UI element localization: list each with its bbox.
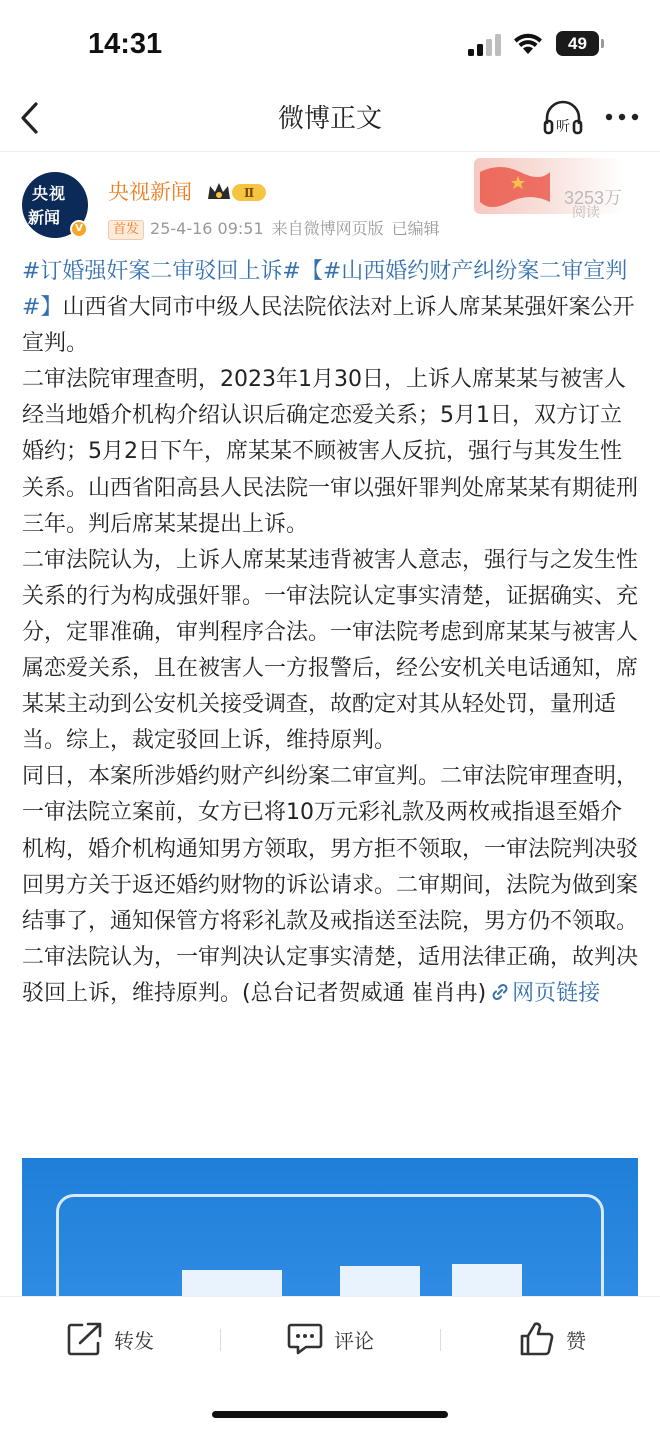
like-button[interactable]: [518, 1319, 586, 1359]
post-source: 来自微博网页版: [271, 219, 384, 238]
comment-button[interactable]: [286, 1319, 374, 1359]
like-label: 赞: [566, 1328, 586, 1353]
image-shape-2: [340, 1266, 420, 1298]
avatar-text-line2: 新闻: [28, 208, 61, 227]
paragraph-1-text: 山西省大同市中级人民法院依法对上诉人席某某强奸案公开宣判。: [22, 295, 635, 357]
repost-button[interactable]: [66, 1319, 154, 1359]
page-title: 微博正文: [277, 104, 382, 134]
web-link[interactable]: [486, 981, 600, 1006]
comment-label: 评论: [334, 1328, 374, 1353]
action-divider: [220, 1329, 221, 1351]
verified-badge-icon: V: [70, 220, 88, 238]
more-dots-icon[interactable]: [602, 100, 642, 134]
paragraph-4-text: 同日，本案所涉婚约财产纠纷案二审宣判。二审法院审理查明，一审法院立案前，女方已将10万元彩礼款及两枚戒指退至婚介机构，婚介机构通知男方领取，男方拒不领取，一审法院判决驳回男方关于返还婚约财物的诉讼请求。二审期间，法院为做到案结事了，通知保管方将彩礼款及戒指送至法院，男方仍不领取。二审法院认为，一审判决认定事实清楚，适用法律正确，故判决驳回上诉，维持原判。(总台记者贺威通 崔肖冉): [22, 764, 639, 1006]
topic-link-2[interactable]: 【#山西婚约财产纠纷案二审宣判#】: [22, 259, 628, 321]
flag-decoration-icon: [480, 162, 550, 208]
comment-icon: [286, 1321, 324, 1357]
author-name[interactable]: 央视新闻: [108, 180, 192, 204]
wifi-icon: [512, 30, 544, 56]
headphones-icon[interactable]: [542, 98, 584, 138]
action-divider: [440, 1329, 441, 1351]
image-shape-3: [452, 1264, 522, 1298]
first-post-tag: 首发: [108, 220, 144, 240]
topic-link-1[interactable]: #订婚强奸案二审驳回上诉#: [22, 259, 301, 284]
nav-bar: [0, 90, 660, 152]
post-paragraph-3: 二审法院认为，上诉人席某某违背被害人意志，强行与之发生性关系的行为构成强奸罪。一审法院认定事实清楚，证据确实、充分，定罪准确，审判程序合法。一审法院考虑到席某某与被害人属恋爱关系，且在被害人一方报警后，经公安机关电话通知，席某某主动到公安机关接受调查，故酌定对其从轻处罚，量刑适当。综上，裁定驳回上诉，维持原判。: [22, 547, 639, 754]
battery-cap: [601, 39, 604, 48]
read-count: 3253万: [563, 188, 622, 208]
edited-label: 已编辑: [391, 219, 440, 238]
battery-icon: [556, 31, 604, 56]
link-icon: [490, 982, 510, 1002]
status-bar: [0, 0, 660, 90]
avatar-text-line1: 央视: [32, 184, 67, 203]
web-link-label: 网页链接: [512, 980, 601, 1006]
action-bar: [0, 1296, 660, 1431]
post-meta: [108, 216, 440, 240]
read-count-banner: [474, 158, 624, 214]
post-image[interactable]: [22, 1158, 638, 1298]
vip-level-text: Ⅱ: [243, 186, 255, 200]
home-indicator[interactable]: [212, 1411, 448, 1418]
vip-crown-badge-icon: [206, 180, 268, 204]
battery-percentage: 49: [568, 34, 587, 53]
repost-label: 转发: [114, 1328, 154, 1353]
listen-label: 听: [556, 119, 570, 135]
post-paragraph-4: [22, 759, 638, 1012]
post-date: 25-4-16 09:51: [150, 219, 264, 238]
read-label: 阅读: [572, 205, 600, 221]
post-body: [22, 254, 638, 1012]
share-icon: [66, 1321, 104, 1357]
cellular-signal-icon: [468, 34, 502, 56]
post-paragraph-2: 二审法院审理查明，2023年1月30日，上诉人席某某与被害人经当地婚介机构介绍认识后确定恋爱关系；5月1日，双方订立婚约；5月2日下午，席某某不顾被害人反抗，强行与其发生性关系。山西省阳高县人民法院一审以强奸罪判处席某某有期徒刑三年。判后席某某提出上诉。: [22, 367, 639, 537]
thumbs-up-icon: [518, 1321, 556, 1357]
image-shape-1: [182, 1270, 282, 1298]
post-paragraph-1: [22, 254, 638, 362]
status-time: 14:31: [88, 28, 163, 60]
